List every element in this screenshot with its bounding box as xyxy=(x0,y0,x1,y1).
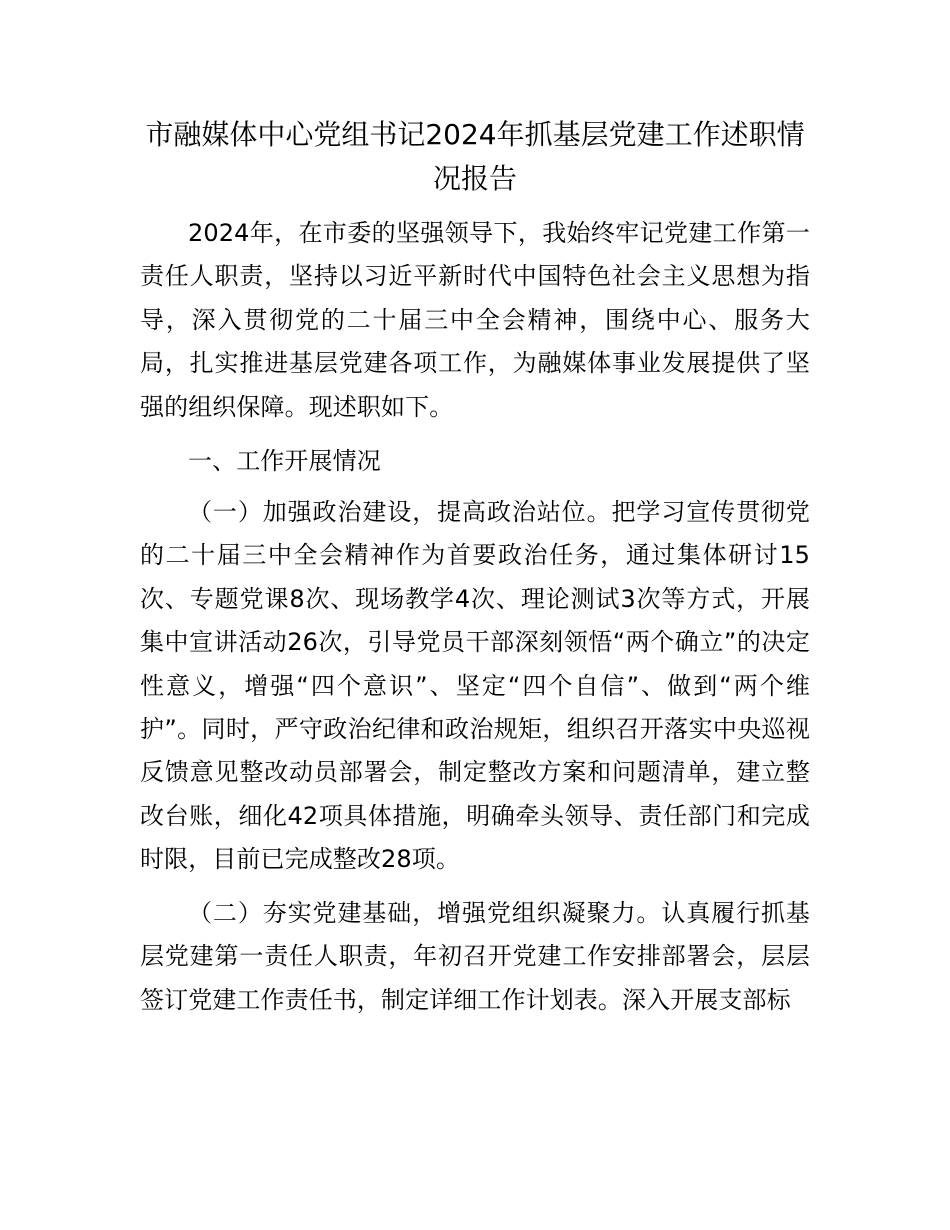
section-heading: 一、工作开展情况 xyxy=(188,447,381,475)
section-2-paragraph: （二）夯实党建基础，增强党组织凝聚力。认真履行抓基层党建第一责任人职责，年初召开党建工作安排部署会，层层签订党建工作责任书，制定详细工作计划表。深入开展支部标 xyxy=(140,899,810,1014)
intro-paragraph: 2024年，在市委的坚强领导下，我始终牢记党建工作第一责任人职责，坚持以习近平新时代中国特色社会主义思想为指导，深入贯彻党的二十届三中全会精神，围绕中心、服务大局，扎实推进基层党建各项工作，为融媒体事业发展提供了坚强的组织保障。现述职如下。 xyxy=(140,219,810,421)
section-1-paragraph: （一）加强政治建设，提高政治站位。把学习宣传贯彻党的二十届三中全会精神作为首要政治任务，通过集体研讨15次、专题党课8次、现场教学4次、理论测试3次等方式，开展集中宣讲活动26次，引导党员干部深刻领悟“两个确立”的决定性意义，增强“四个意识”、坚定“四个自信”、做到“两个维护”。同时，严守政治纪律和政治规矩，组织召开落实中央巡视反馈意见整改动员部署会，制定整改方案和问题清单，建立整改台账，细化42项具体措施，明确牵头领导、责任部门和完成时限，目前已完成整改28项。 xyxy=(140,498,810,874)
document-title: 市融媒体中心党组书记2024年抓基层党建工作述职情况报告 xyxy=(145,118,805,195)
